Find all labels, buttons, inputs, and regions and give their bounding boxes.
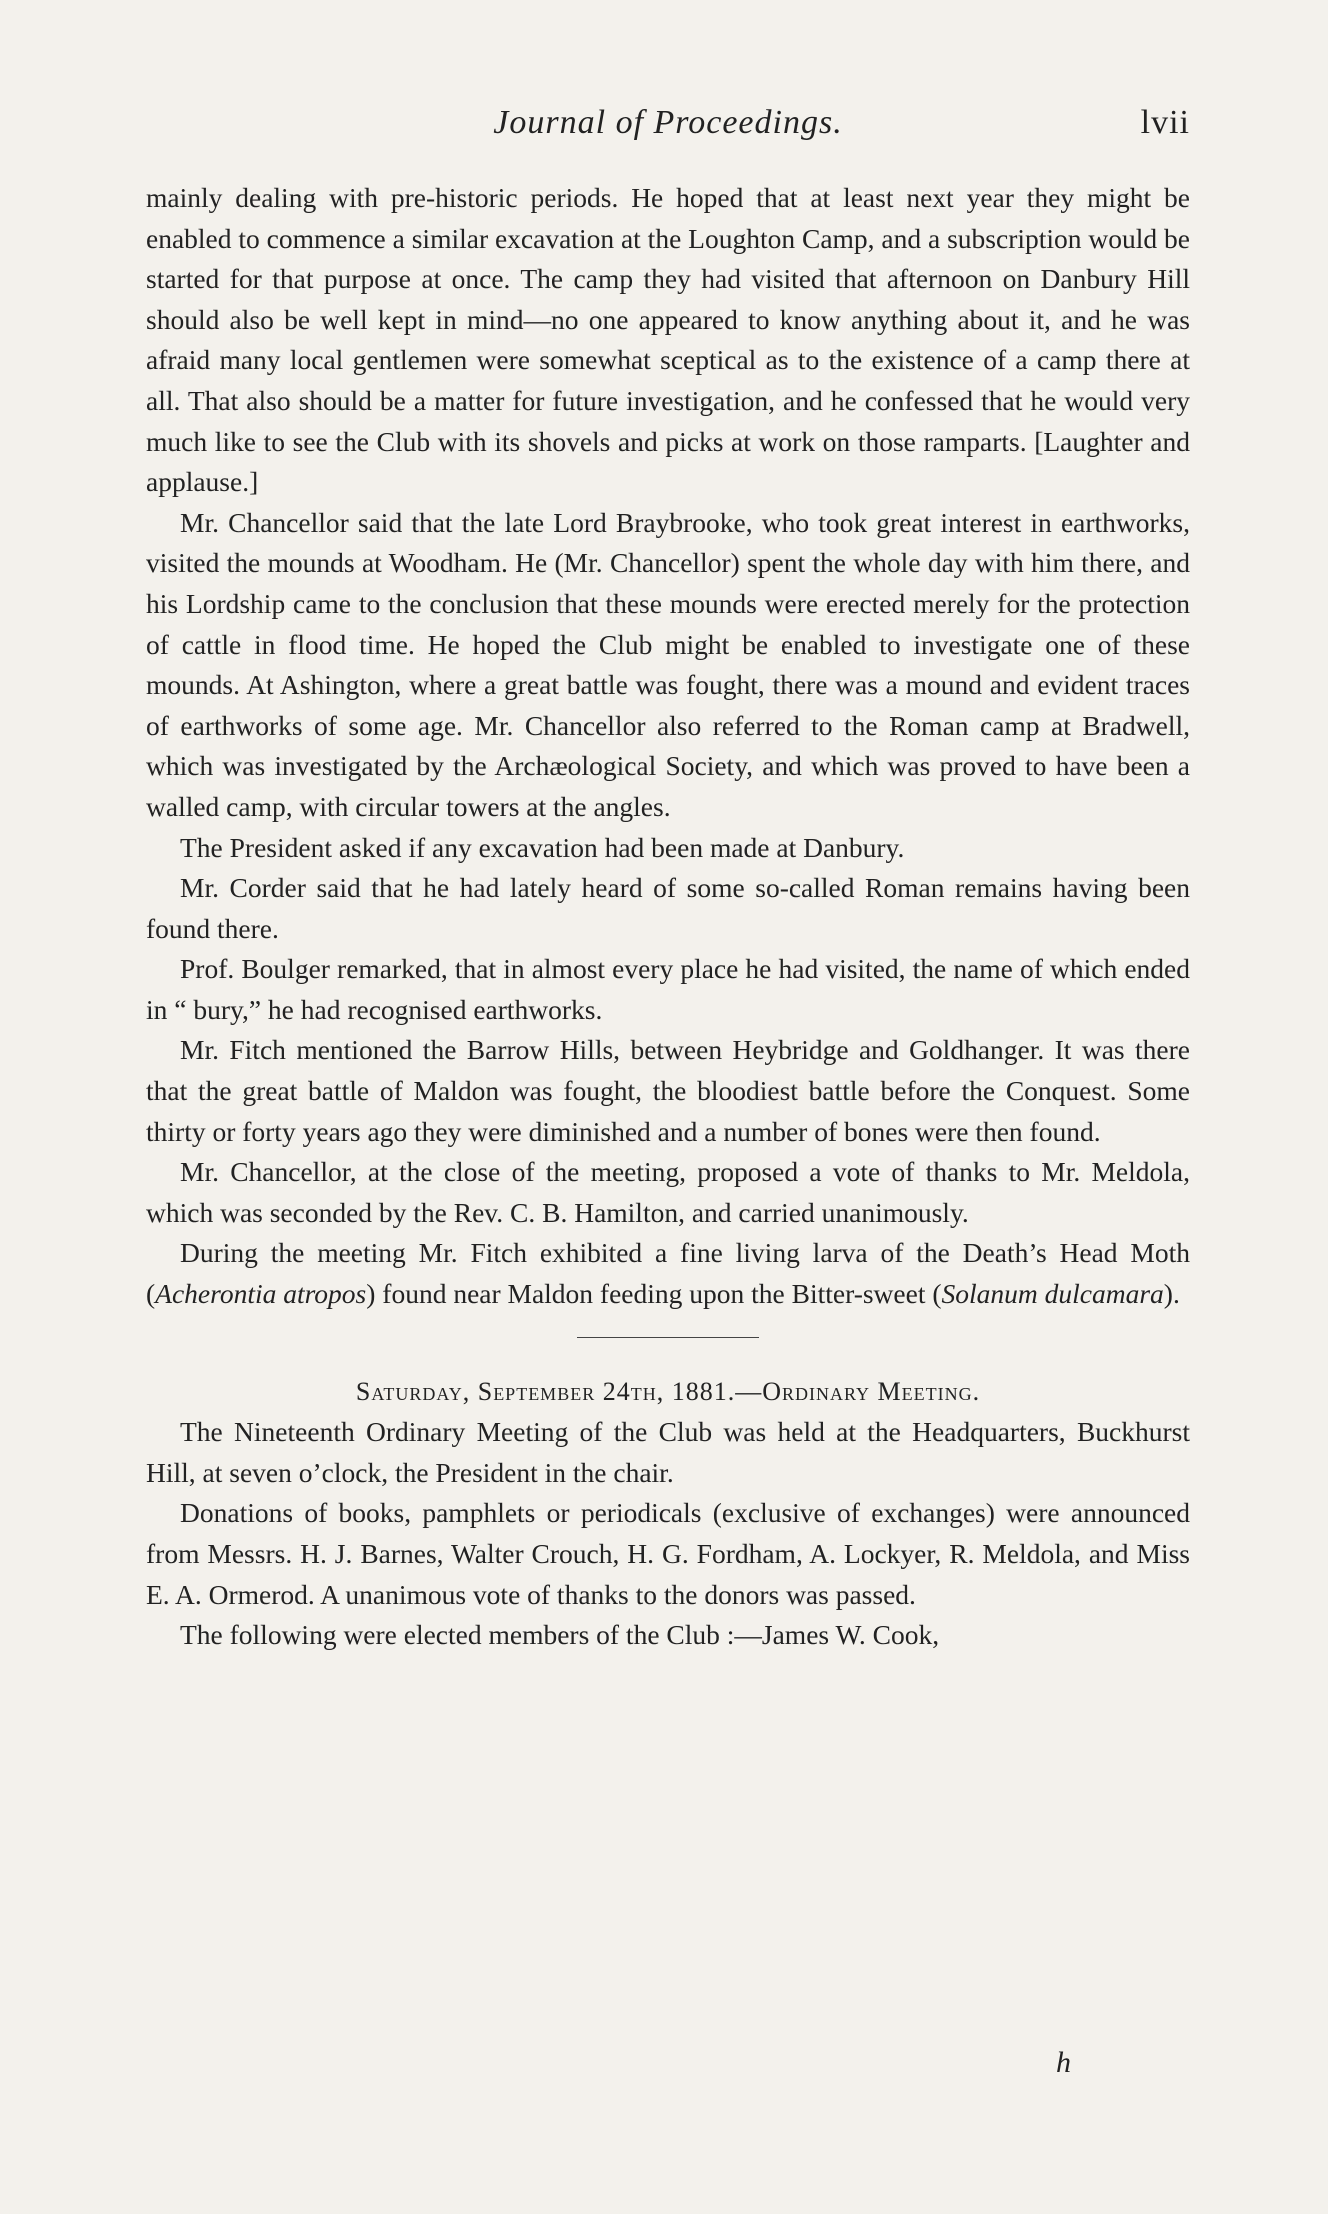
running-head xyxy=(146,104,1190,152)
larva-text-before: During the meeting Mr. Fitch exhibited a fine living larva of the Death’s Head Moth ( xyxy=(146,1237,1190,1310)
section-divider xyxy=(577,1337,759,1338)
paragraph-elected-members: The following were elected members of the Club :—James W. Cook, xyxy=(180,1619,940,1651)
paragraph-continuation: mainly dealing with pre-historic periods. He hoped that at least next year they might be enabled to commence a similar excavation at the Loughton Camp, and a subscription would be started for that purpose at once. The camp they had visited that afternoon on Danbury Hill should also be well kept in mind—no one appeared to know anything about it, and he was afraid many local gentlemen were somewhat sceptical as to the existence of a camp there at all. That also should be a matter for future investigation, and he confessed that he would very much like to see the Club with its shovels and picks at work on those ramparts. [Laughter and applause.] xyxy=(146,182,1190,498)
paragraph-donations: Donations of books, pamphlets or periodicals (exclusive of exchanges) were announced from Messrs. H. J. Barnes, Walter Crouch, H. G. Fordham, A. Lockyer, R. Meldola, and Miss E. A. Ormerod. A unanimous vote of thanks to the donors was passed. xyxy=(146,1497,1190,1610)
running-title: Journal of Proceedings. xyxy=(493,104,843,141)
paragraph-fitch: Mr. Fitch mentioned the Barrow Hills, between Heybridge and Goldhanger. It was there that the great battle of Maldon was fought, the bloodiest battle before the Conquest. Some thirty or forty years ago they were diminished and a number of bones were then found. xyxy=(146,1034,1190,1147)
paragraph-nineteenth-meeting: The Nineteenth Ordinary Meeting of the Club was held at the Headquarters, Buckhurst Hill, at seven o’clock, the President in the chair. xyxy=(146,1416,1190,1488)
paragraph-corder: Mr. Corder said that he had lately heard of some so-called Roman remains having been found there. xyxy=(146,872,1190,944)
larva-text-middle: ) found near Maldon feeding upon the Bitter-sweet ( xyxy=(366,1278,942,1310)
paragraph-chancellor: Mr. Chancellor said that the late Lord Braybrooke, who took great interest in earthworks, visited the mounds at Woodham. He (Mr. Chancellor) spent the whole day with him there, and his Lordship came to the conclusion that these mounds were erected merely for the protection of cattle in flood time. He hoped the Club might be enabled to investigate one of these mounds. At Ashington, where a great battle was fought, there was a mound and evident traces of earthworks of some age. Mr. Chancellor also referred to the Roman camp at Bradwell, which was investigated by the Archæological Society, and which was proved to have been a walled camp, with circular towers at the angles. xyxy=(146,506,1190,822)
species-name-acherontia: Acherontia atropos xyxy=(155,1278,367,1310)
page-number: lvii xyxy=(1140,104,1190,141)
paragraph-larva xyxy=(146,1233,1190,1314)
larva-text-after: ). xyxy=(1163,1278,1180,1310)
body-text xyxy=(146,178,1190,1656)
signature-mark: h xyxy=(1056,2046,1071,2079)
paragraph-vote-of-thanks: Mr. Chancellor, at the close of the meeting, proposed a vote of thanks to Mr. Meldola, which was seconded by the Rev. C. B. Hamilton, and carried unanimously. xyxy=(146,1156,1190,1228)
section-heading: Saturday, September 24th, 1881.—Ordinary Meeting. xyxy=(355,1376,981,1406)
paragraph-boulger: Prof. Boulger remarked, that in almost every place he had visited, the name of which ended in “ bury,” he had recognised earthworks. xyxy=(146,953,1190,1025)
paragraph-president: The President asked if any excavation had been made at Danbury. xyxy=(180,831,905,863)
species-name-solanum: Solanum dulcamara xyxy=(941,1278,1164,1310)
